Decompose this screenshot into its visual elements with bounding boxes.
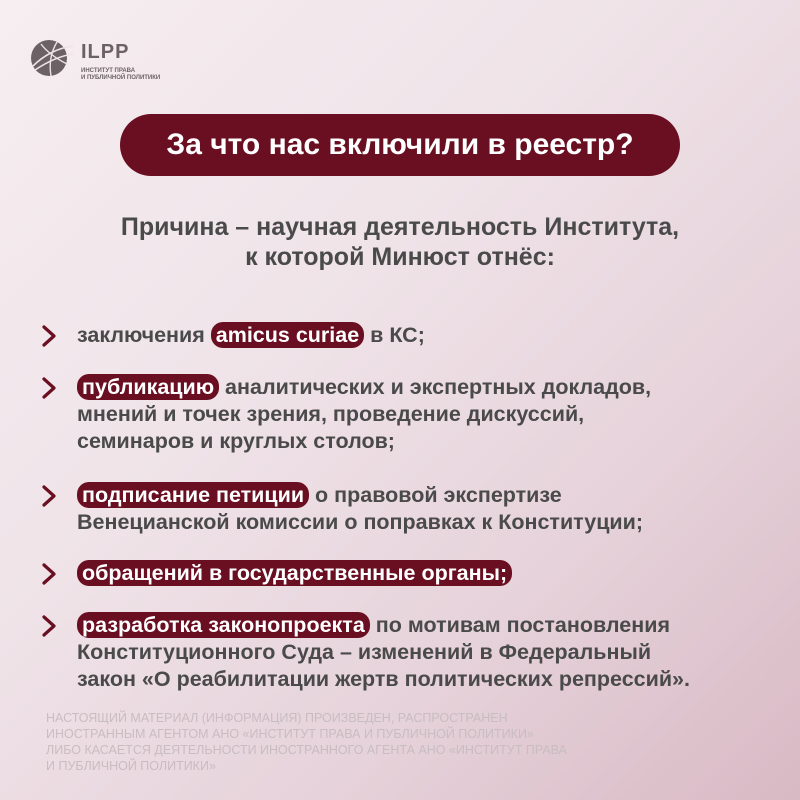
subtitle-line: Причина – научная деятельность Института, (120, 213, 680, 241)
ilpp-logo-mark-icon (27, 38, 75, 78)
chevron-right-icon (40, 485, 58, 507)
subtitle (40, 212, 760, 272)
logo-subtitle: ИНСТИТУТ ПРАВА И ПУБЛИЧНОЙ ПОЛИТИКИ (81, 68, 161, 81)
item-text: семинаров и круглых столов; (77, 429, 395, 453)
item-text: о правовой экспертизе (309, 483, 562, 507)
item-highlight: обращений в государственные органы; (77, 560, 512, 586)
item-text: мнений и точек зрения, проведение дискуссий, (77, 402, 585, 426)
item-text: заключения (77, 323, 211, 347)
list-item (40, 612, 760, 693)
item-text: Конституционного Суда – изменений в Федеральный (77, 640, 652, 664)
item-highlight: подписание петиции (77, 482, 309, 508)
subtitle-line: к которой Минюст отнёс: (245, 243, 555, 271)
item-text: в КС; (364, 323, 425, 347)
disclaimer-line: ЛИБО КАСАЕТСЯ ДЕЯТЕЛЬНОСТИ ИНОСТРАННОГО АГЕНТА АНО «ИНСТИТУТ ПРАВА (46, 743, 567, 757)
item-highlight: разработка законопроекта (77, 612, 370, 638)
foreign-agent-disclaimer (46, 710, 746, 774)
list-item (40, 322, 760, 349)
item-highlight: публикацию (77, 374, 219, 400)
chevron-right-icon (40, 377, 58, 399)
disclaimer-line: ИНОСТРАННЫМ АГЕНТОМ АНО «ИНСТИТУТ ПРАВА И ПУБЛИЧНОЙ ПОЛИТИКИ» (46, 727, 534, 741)
item-text: аналитических и экспертных докладов, (219, 375, 652, 399)
item-text: закон «О реабилитации жертв политических репрессий». (77, 667, 690, 691)
disclaimer-line: НАСТОЯЩИЙ МАТЕРИАЛ (ИНФОРМАЦИЯ) ПРОИЗВЕДЕН, РАСПРОСТРАНЕН (46, 711, 508, 725)
chevron-right-icon (40, 325, 58, 347)
chevron-right-icon (40, 615, 58, 637)
page-title: За что нас включили в реестр? (120, 114, 680, 176)
list-item (40, 374, 760, 455)
item-text: Венецианской комиссии о поправках к Конституции; (77, 510, 644, 534)
list-item (40, 560, 760, 587)
chevron-right-icon (40, 563, 58, 585)
logo (27, 38, 160, 82)
list-item (40, 482, 760, 536)
logo-name: ILPP (81, 41, 130, 63)
disclaimer-line: И ПУБЛИЧНОЙ ПОЛИТИКИ» (46, 759, 216, 773)
item-highlight: amicus curiae (211, 322, 364, 348)
item-text: по мотивам постановления (369, 613, 670, 637)
